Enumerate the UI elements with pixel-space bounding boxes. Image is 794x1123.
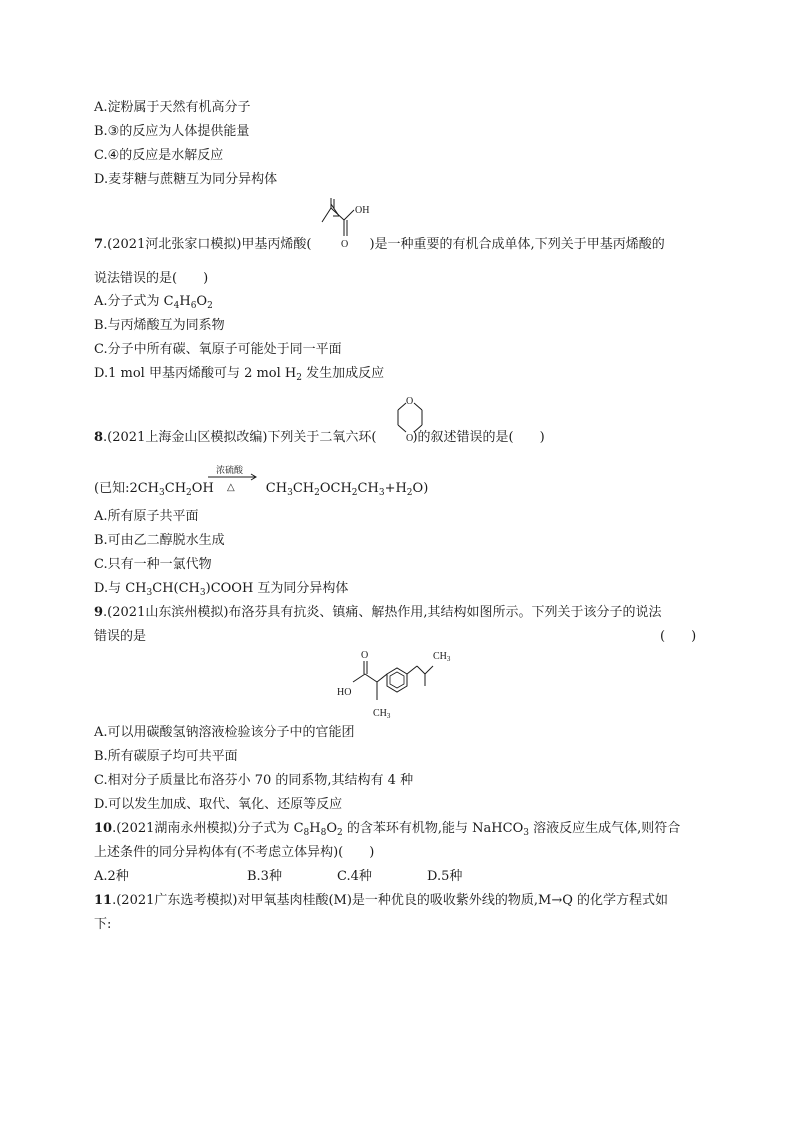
q9-stem: [94, 604, 662, 622]
q7-stem-continuation: 说法错误的是( ): [94, 271, 209, 286]
q10-stem: 10.(2021湖南永州模拟)分子式为 $C_8H_8O_2$ 的含苯环有机物,能与 NaHCO$_3$ 溶液反应生成气体,则符合: [94, 821, 681, 838]
dioxane-oxygen-bottom: O: [406, 433, 414, 443]
q9-option-d: D.可以发生加成、取代、氧化、还原等反应: [94, 797, 343, 812]
q8-stem-text-b: )的叙述错误的是( ): [412, 430, 545, 445]
carbonyl-oxygen-label: O: [341, 239, 349, 250]
reaction-arrow: [206, 462, 260, 496]
q11-stem: [94, 892, 668, 910]
dioxane-structure: [393, 393, 427, 443]
question-number: 7: [94, 237, 104, 252]
q6-option-c: C.④的反应是水解反应: [94, 148, 224, 163]
q6-option-a: A.淀粉属于天然有机高分子: [94, 100, 251, 115]
q9-option-c: C.相对分子质量比布洛芬小 70 的同系物,其结构有 4 种: [94, 773, 414, 788]
q10-option-d: D.5种: [427, 869, 463, 884]
q7-stem-text-b: )是一种重要的有机合成单体,下列关于甲基丙烯酸的: [369, 237, 665, 252]
q7-stem-text-a: .(2021河北张家口模拟)甲基丙烯酸(: [103, 237, 312, 252]
q8-known-reaction: (已知$:2CH_3CH_2OH$ $CH_3CH_2OCH_2CH_3+H_2O$): [94, 481, 429, 498]
question-number: 11: [94, 893, 113, 908]
q8-stem-text-a: .(2021上海金山区模拟改编)下列关于二氧六环(: [103, 430, 377, 445]
question-number: 9: [94, 605, 104, 620]
q8-option-a: A.所有原子共平面: [94, 509, 199, 524]
q7-option-a: A.分子式为 $C_4H_6O_2$: [94, 294, 213, 311]
q10-option-c: C.4种: [337, 869, 372, 884]
q9-stem-text: .(2021山东滨州模拟)布洛芬具有抗炎、镇痛、解热作用,其结构如图所示。下列关于该分子的说法: [103, 605, 662, 620]
q6-option-b: B.③的反应为人体提供能量: [94, 124, 250, 139]
q7-option-d: D.1 mol 甲基丙烯酸可与 2 mol $H_2$ 发生加成反应: [94, 366, 385, 383]
q10-option-a: A.2种: [94, 869, 129, 884]
q8-option-c: C.只有一种一氯代物: [94, 557, 212, 572]
q8-option-b: B.可由乙二醇脱水生成: [94, 533, 225, 548]
q10-options: [94, 868, 462, 886]
q7-option-c: C.分子中所有碳、氧原子可能处于同一平面: [94, 342, 342, 357]
q10-stem-continuation: 上述条件的同分异构体有(不考虑立体异构)( ): [94, 845, 375, 860]
q9-option-a: A.可以用碳酸氢钠溶液检验该分子中的官能团: [94, 725, 355, 740]
methacrylic-acid-structure: [318, 198, 388, 250]
heat-symbol: △: [227, 482, 235, 493]
methyl-label-top: $CH_3$: [433, 651, 451, 663]
question-number: 8: [94, 430, 104, 445]
catalyst-label: 浓硫酸: [216, 465, 244, 475]
question-number: 10: [94, 821, 113, 836]
q8-option-d: D.与 $CH_3CH(CH_3)COOH$ 互为同分异构体: [94, 581, 349, 598]
q6-option-d: D.麦芽糖与蔗糖互为同分异构体: [94, 172, 278, 187]
q9-stem-continuation: 错误的是: [94, 629, 147, 644]
carbonyl-oxygen-label: O: [361, 650, 369, 661]
q7-option-b: B.与丙烯酸互为同系物: [94, 318, 225, 333]
ibuprofen-structure: [333, 646, 463, 722]
q11-stem-text: .(2021广东选考模拟)对甲氧基肉桂酸(M)是一种优良的吸收紫外线的物质,M→Q 的化学方程式如: [112, 893, 669, 908]
q11-stem-continuation: 下:: [94, 917, 112, 932]
answer-paren: ( ): [660, 629, 697, 644]
hydroxyl-label: OH: [355, 205, 370, 216]
q10-option-b: B.3种: [247, 869, 282, 884]
q9-option-b: B.所有碳原子均可共平面: [94, 749, 238, 764]
q8-stem: [94, 429, 545, 447]
methyl-label-bottom: $CH_3$: [373, 708, 391, 720]
hydroxyl-label: HO: [337, 687, 352, 698]
dioxane-oxygen-top: O: [406, 396, 414, 407]
